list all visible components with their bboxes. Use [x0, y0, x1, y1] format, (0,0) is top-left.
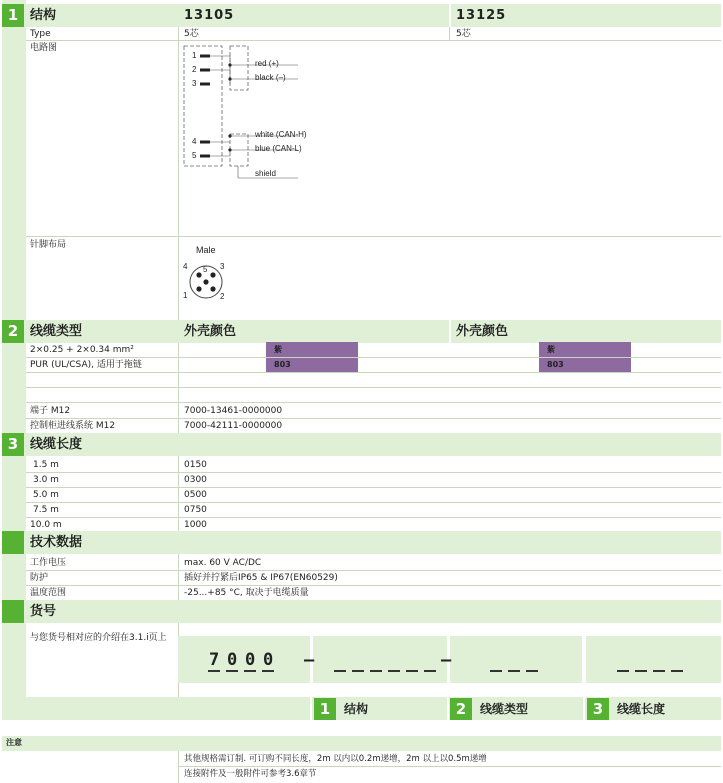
- wire-label-red: red (+): [255, 59, 279, 68]
- pin-label-2: 2: [192, 65, 197, 74]
- order-code-field-1: [178, 636, 310, 683]
- order-code-field-2: [313, 636, 447, 683]
- tech-label: 防护: [30, 573, 49, 583]
- order-description: 与您货号相对应的介绍在3.1.i页上: [30, 633, 167, 643]
- length-code: 0300: [184, 475, 207, 485]
- type-label: Type: [30, 29, 51, 39]
- col1-product: 13105: [184, 8, 235, 23]
- color-swatch-1-code: 803: [266, 357, 358, 373]
- note-line-1: 其他规格需订制. 可订购不同长度，2m 以内以0.2m递增，2m 以上以0.5m递增: [184, 754, 487, 764]
- pin-label-5: 5: [192, 151, 197, 160]
- order-prefix-digit: 0: [263, 650, 274, 670]
- length-label: 7.5 m: [33, 505, 59, 515]
- tech-title: 技术数据: [30, 535, 83, 550]
- cable-spec-row1: 2×0.25 + 2×0.34 mm²: [30, 345, 134, 355]
- order-marker: [2, 600, 24, 623]
- section3-number: 3: [2, 433, 24, 456]
- legend-number-3: 3: [587, 698, 609, 720]
- pinout-male-label: Male: [196, 245, 216, 255]
- order-prefix-digit: 0: [245, 650, 256, 670]
- legend-number-1: 1: [314, 698, 336, 720]
- color-swatch-2-code: 803: [539, 357, 631, 373]
- pinout-num-1: 1: [183, 291, 188, 300]
- terminal-value-2: 7000-42111-0000000: [184, 421, 283, 431]
- legend-label-3: 线缆长度: [617, 702, 666, 716]
- tech-value: max. 60 V AC/DC: [184, 558, 262, 568]
- note-header: [2, 736, 721, 751]
- order-header: [2, 600, 721, 623]
- wire-label-shield: shield: [255, 169, 276, 178]
- tech-value: -25...+85 °C, 取决于电缆质量: [184, 588, 309, 598]
- length-code: 1000: [184, 520, 207, 530]
- length-code: 0500: [184, 490, 207, 500]
- length-label: 3.0 m: [33, 475, 59, 485]
- section2-title: 线缆类型: [30, 324, 83, 339]
- color-swatch-2-name: 紫: [539, 342, 631, 357]
- tech-label: 工作电压: [30, 558, 67, 568]
- color-swatch-1-name: 紫: [266, 342, 358, 357]
- tech-header: [2, 531, 721, 554]
- col2-product: 13125: [456, 8, 507, 23]
- tech-value: 插好并拧紧后IP65 & IP67(EN60529): [184, 573, 338, 583]
- order-code-field-4: [586, 636, 721, 683]
- wire-label-blue: blue (CAN-L): [255, 144, 302, 153]
- length-label: 5.0 m: [33, 490, 59, 500]
- pin-label-4: 4: [192, 137, 197, 146]
- legend-number-2: 2: [450, 698, 472, 720]
- type-value-2: 5芯: [456, 29, 471, 39]
- section3-header: [2, 433, 721, 456]
- pinout-num-4: 4: [183, 262, 188, 271]
- col2-housing-color: 外壳颜色: [456, 324, 509, 339]
- legend-label-2: 线缆类型: [480, 702, 529, 716]
- order-code-field-3: [450, 636, 582, 683]
- terminal-value-1: 7000-13461-0000000: [184, 406, 283, 416]
- circuit-diagram: [180, 44, 310, 184]
- length-code: 0750: [184, 505, 207, 515]
- length-label: 10.0 m: [30, 520, 62, 530]
- section1-title: 结构: [30, 8, 57, 23]
- pin-label-1: 1: [192, 51, 197, 60]
- section3-title: 线缆长度: [30, 437, 83, 452]
- col1-housing-color: 外壳颜色: [184, 324, 237, 339]
- order-prefix-digit: 7: [209, 650, 220, 670]
- terminal-label-1: 端子 M12: [30, 406, 71, 416]
- type-value-1: 5芯: [184, 29, 199, 39]
- note-label: 注意: [6, 738, 22, 747]
- order-prefix-digit: 0: [227, 650, 238, 670]
- wire-label-black: black (–): [255, 73, 286, 82]
- pinout-num-2: 2: [220, 292, 225, 301]
- pin-label-3: 3: [192, 79, 197, 88]
- length-code: 0150: [184, 460, 207, 470]
- section2-header: [2, 320, 721, 343]
- pinout-num-5: 5: [203, 265, 208, 274]
- section1-header: [2, 4, 721, 27]
- cable-spec-row2: PUR (UL/CSA), 适用于拖链: [30, 360, 142, 370]
- circuit-label: 电路图: [30, 43, 58, 53]
- wire-label-white: white (CAN-H): [255, 130, 307, 139]
- length-label: 1.5 m: [33, 460, 59, 470]
- legend-label-1: 结构: [344, 702, 369, 716]
- section2-number: 2: [2, 320, 24, 343]
- order-title: 货号: [30, 604, 57, 619]
- order-separator: –: [441, 650, 452, 670]
- terminal-label-2: 控制柜进线系统 M12: [30, 421, 116, 431]
- pinout-num-3: 3: [220, 262, 225, 271]
- order-separator: –: [304, 650, 315, 670]
- tech-marker: [2, 531, 24, 554]
- tech-label: 温度范围: [30, 588, 67, 598]
- pinout-label: 针脚布局: [30, 240, 67, 250]
- section1-number: 1: [2, 4, 24, 27]
- note-line-2: 连接附件及一般附件可参考3.6章节: [184, 769, 317, 779]
